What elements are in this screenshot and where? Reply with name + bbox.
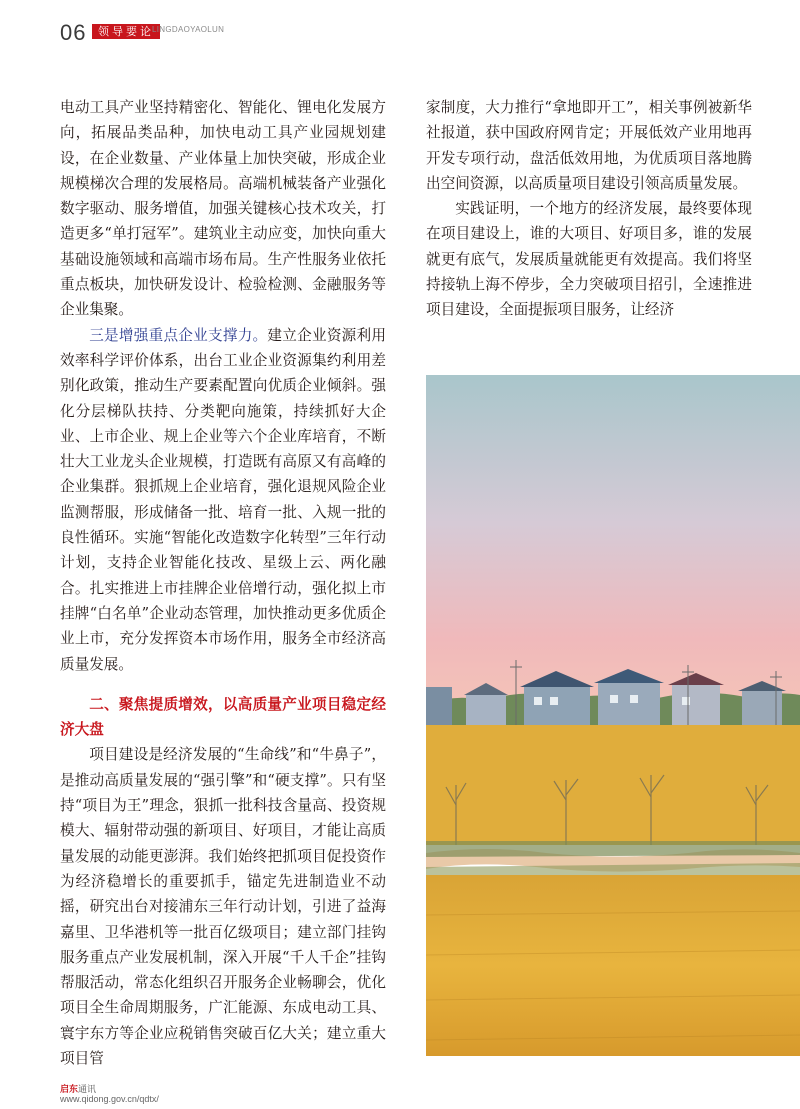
paragraph: 项目建设是经济发展的“生命线”和“牛鼻子”，是推动高质量发展的“强引擎”和“硬支撑”。只有坚持“项目为王”理念，狠抓一批科技含量高、投资规模大、辐射带动强的新项目、好项目，才能让高质量发展的动能更澎湃。我们始终把抓项目促投资作为经济稳增长的重要抓手，锚定先进制造业不动摇，研究出台对接浦东三年行动计划，引进了益海嘉里、卫华港机等一批百亿级项目；建立部门挂钩服务重点产业发展机制，深入开展“千人千企”挂钩帮服活动，常态化组织召开服务企业畅聊会，优化项目全生命周期服务，广汇能源、东成电动工具、寰宇东方等企业应税销售突破百亿大关；建立重大项目管 [60,746,386,1067]
paragraph [60,323,386,677]
highlight-heading: 三是增强重点企业支撑力。 [89,326,268,344]
paragraph: 实践证明，一个地方的经济发展，最终要体现在项目建设上，谁的大项目、好项目多，谁的发展就更有底气，发展质量就能更有效提高。我们将坚持接轨上海不停步，全力突破项目招引，全速推进项目建设，全面提振项目服务，让经济 [426,200,752,319]
sky [426,375,800,705]
section-pinyin: LINGDAOYAOLUN [152,25,225,34]
left-text-column [60,95,386,1071]
paragraph: 电动工具产业坚持精密化、智能化、锂电化发展方向，拓展品类品种，加快电动工具产业园规划建设，在企业数量、产业体量上加快突破，形成企业规模梯次合理的发展格局。高端机械装备产业强化数字驱动、服务增值，加强关键核心技术攻关，打造更多“单打冠军”。建筑业主动应变，加快向重大基础设施领域和高端市场布局。生产性服务业依托重点板块，加快研发设计、检验检测、金融服务等企业集聚。 [60,99,386,319]
page-number: 06 [60,20,87,45]
right-text-column [426,95,752,323]
footer-brand-red: 启东 [60,1085,79,1095]
footer-url[interactable]: www.qidong.gov.cn/qdtx/ [60,1094,159,1104]
paragraph: 家制度，大力推行“拿地即开工”，相关事例被新华社报道，获中国政府网肯定；开展低效产业用地再开发专项行动，盘活低效用地，为优质项目落地腾出空间资源，以高质量项目建设引领高质量发展。 [426,99,752,192]
footer-brand-gray: 通讯 [78,1085,97,1095]
section-title-badge: 领导要论 [92,24,160,39]
far-field [426,725,800,845]
section-subheading: 二、聚焦提质增效，以高质量产业项目稳定经济大盘 [60,695,386,739]
near-field [426,875,800,1056]
wheat-field-photo [426,375,800,1056]
paragraph-text: 建立企业资源利用效率科学评价体系，出台工业企业资源集约利用差别化政策，推动生产要素配置向优质企业倾斜。强化分层梯队扶持、分类靶向施策，持续抓好大企业、上市企业、规上企业等六个企业库培育，不断壮大工业龙头企业规模，打造既有高原又有高峰的企业集群。狠抓规上企业培育，强化退规风险企业监测帮服，形成储备一批、培育一批、入规一批的良性循环。实施“智能化改造数字化转型”三年行动计划，支持企业智能化技改、星级上云、两化融合。扎实推进上市挂牌企业倍增行动，强化拟上市挂牌“白名单”企业动态管理，加快推动更多优质企业上市，充分发挥资本市场作用，服务全市经济高质量发展。 [60,326,386,673]
